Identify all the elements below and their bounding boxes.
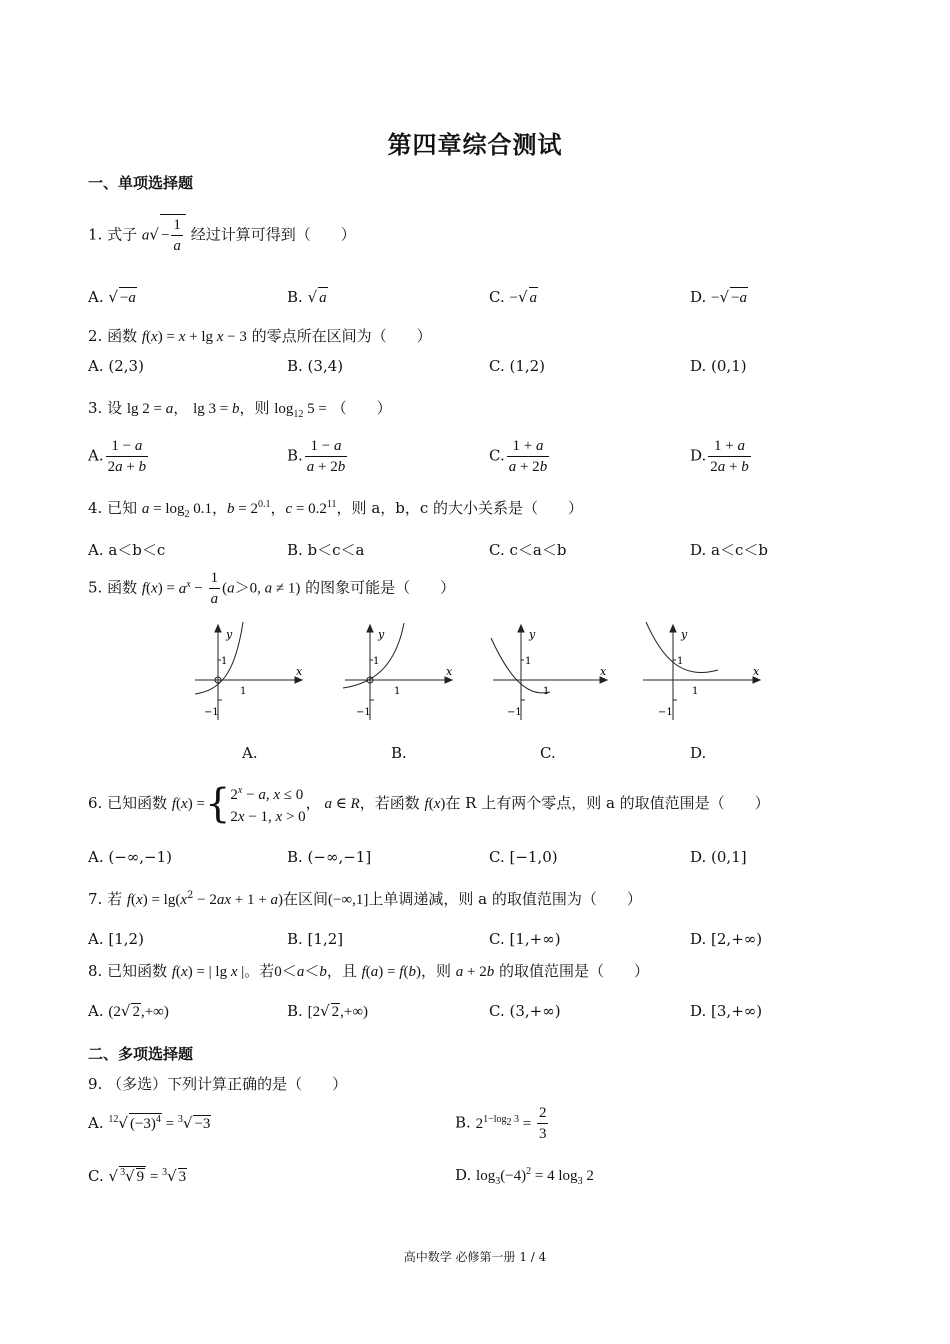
q6-option-a[interactable]: A. (−∞,−1) — [88, 848, 173, 866]
svg-text:−1: −1 — [356, 707, 371, 718]
svg-text:−1: −1 — [507, 707, 522, 718]
svg-text:x: x — [446, 665, 453, 678]
svg-text:1: 1 — [692, 686, 699, 697]
q7-option-d[interactable]: D. [2,+∞) — [690, 930, 763, 948]
svg-text:1: 1 — [394, 686, 401, 697]
q6-option-c[interactable]: C. [−1,0) — [489, 848, 558, 866]
q8-option-a[interactable]: A. (2√ 2,+∞) — [88, 1002, 169, 1020]
question-8: 8. 已知函数 f(x) = | lg x |。若0＜a＜b，且 f(a) = f(b)，则 a + 2b 的取值范围是（ ） — [88, 962, 649, 980]
q2-option-c[interactable]: C. (1,2) — [489, 357, 546, 375]
question-4: 4. 已知 $a = \log_2 0.1$，$b = 2^{0.1}$，$c = 0.2^{11}$，则 a，b，c 的大小关系是（ ） — [88, 499, 584, 520]
q1-option-b[interactable]: B. √ a — [287, 288, 327, 306]
q8-option-c[interactable]: C. (3,+∞) — [489, 1002, 561, 1020]
q7-option-b[interactable]: B. [1,2] — [287, 930, 344, 948]
graph-option-c[interactable] — [488, 620, 608, 725]
q1-stem-end: 经过计算可得到（ ） — [190, 225, 356, 244]
svg-text:y: y — [226, 628, 233, 641]
q6-option-b[interactable]: B. (−∞,−1] — [287, 848, 372, 866]
q2-option-b[interactable]: B. (3,4) — [287, 357, 344, 375]
question-9: 9. （多选）下列计算正确的是（ ） — [88, 1075, 348, 1093]
graph-option-b[interactable] — [340, 620, 455, 725]
q8-option-d[interactable]: D. [3,+∞) — [690, 1002, 763, 1020]
page-title: 第四章综合测试 — [387, 130, 563, 159]
q7-option-a[interactable]: A. [1,2) — [88, 930, 144, 948]
q9-option-d[interactable]: D. $\log_3(-4)^2 = 4$ $\log_3 2$ — [455, 1166, 594, 1187]
graph-label-d: D. — [690, 744, 707, 762]
svg-text:1: 1 — [240, 686, 247, 697]
q3-option-c[interactable]: C. $\frac{1 + a}{a + 2b}$ — [489, 438, 548, 475]
question-7: 7. 若 $f(x) = \lg(x^2 - 2ax + 1 + a)$在区间(−∞,1]上单调递减，则 a 的取值范围为（ ） — [88, 890, 642, 908]
q7-option-c[interactable]: C. [1,+∞) — [489, 930, 561, 948]
q9-option-b[interactable]: B. $2^{1-log_2 3}$ = $\frac{2}{3}$ — [455, 1105, 547, 1142]
q3-option-b[interactable]: B. $\frac{1 - a}{a + 2b}$ — [287, 438, 346, 475]
q4-option-d[interactable]: D. a＜c＜b — [690, 541, 768, 559]
section-heading-single-choice: 一、单项选择题 — [88, 174, 194, 192]
question-3: 3. 设 lg 2 = a， lg 3 = b，则 $\log_{12} 5$ = （ ） — [88, 399, 392, 420]
graph-option-a[interactable] — [190, 620, 305, 725]
q1-stem: 1. 式子 — [88, 225, 138, 244]
graph-label-b: B. — [391, 744, 407, 762]
question-1: 1. 式子 a√ − $\frac{1}{a}$ 经过计算可得到（ ） — [88, 214, 356, 256]
svg-text:−1: −1 — [204, 707, 219, 718]
q1-option-d[interactable]: D. −√ −a — [690, 288, 748, 306]
svg-text:x: x — [296, 665, 303, 678]
q3-option-d[interactable]: D. $\frac{1 + a}{2a + b}$ — [690, 438, 749, 475]
q8-option-b[interactable]: B. [2√ 2,+∞) — [287, 1002, 369, 1020]
svg-text:1: 1 — [373, 656, 380, 667]
q9-option-a[interactable]: A. $^{12}$√ $(-3)^4 = ^3√ -3$ — [88, 1114, 211, 1132]
svg-text:−1: −1 — [658, 707, 673, 718]
q1-option-c[interactable]: C. −√ a — [489, 288, 538, 306]
svg-text:1: 1 — [221, 656, 228, 667]
q3-option-a[interactable]: A. $\frac{1 - a}{2a + b}$ — [88, 438, 147, 475]
graph-label-c: C. — [540, 744, 556, 762]
svg-text:x: x — [600, 665, 607, 678]
graph-option-d[interactable] — [638, 620, 763, 725]
q9-option-c[interactable]: C. √ $^3$√ 9 = $^3$√ 3 — [88, 1167, 187, 1185]
q4-option-a[interactable]: A. a＜b＜c — [88, 541, 166, 559]
q2-option-a[interactable]: A. (2,3) — [88, 357, 144, 375]
q4-option-b[interactable]: B. b＜c＜a — [287, 541, 365, 559]
svg-text:y: y — [681, 628, 688, 641]
svg-text:y: y — [529, 628, 536, 641]
q1-option-a[interactable]: A. √ −a — [88, 288, 136, 306]
page-footer: 高中数学 必修第一册 1 / 4 — [403, 1250, 547, 1264]
question-6: 6. 已知函数 f(x) ={ $2^x - a$, x ≤ 0 2x − 1, x > 0 ， a ∈ R，若函数 f(x)在 R 上有两个零点，则 a 的取值范围是（ ） — [88, 781, 770, 827]
svg-text:1: 1 — [543, 686, 550, 697]
q4-option-c[interactable]: C. c＜a＜b — [489, 541, 567, 559]
svg-text:y: y — [378, 628, 385, 641]
section-heading-multi-choice: 二、多项选择题 — [88, 1045, 194, 1063]
q6-option-d[interactable]: D. (0,1] — [690, 848, 747, 866]
svg-text:x: x — [753, 665, 760, 678]
question-5: 5. 函数 $f(x) = a^x$ − $\frac{1}{a}$ (a＞0, a ≠ 1) 的图象可能是（ ） — [88, 570, 456, 607]
question-2: 2. 函数 f(x) = x + lg x − 3 的零点所在区间为（ ） — [88, 327, 432, 345]
svg-text:1: 1 — [525, 656, 532, 667]
graph-label-a: A. — [242, 744, 258, 762]
svg-text:1: 1 — [677, 656, 684, 667]
q2-option-d[interactable]: D. (0,1) — [690, 357, 747, 375]
